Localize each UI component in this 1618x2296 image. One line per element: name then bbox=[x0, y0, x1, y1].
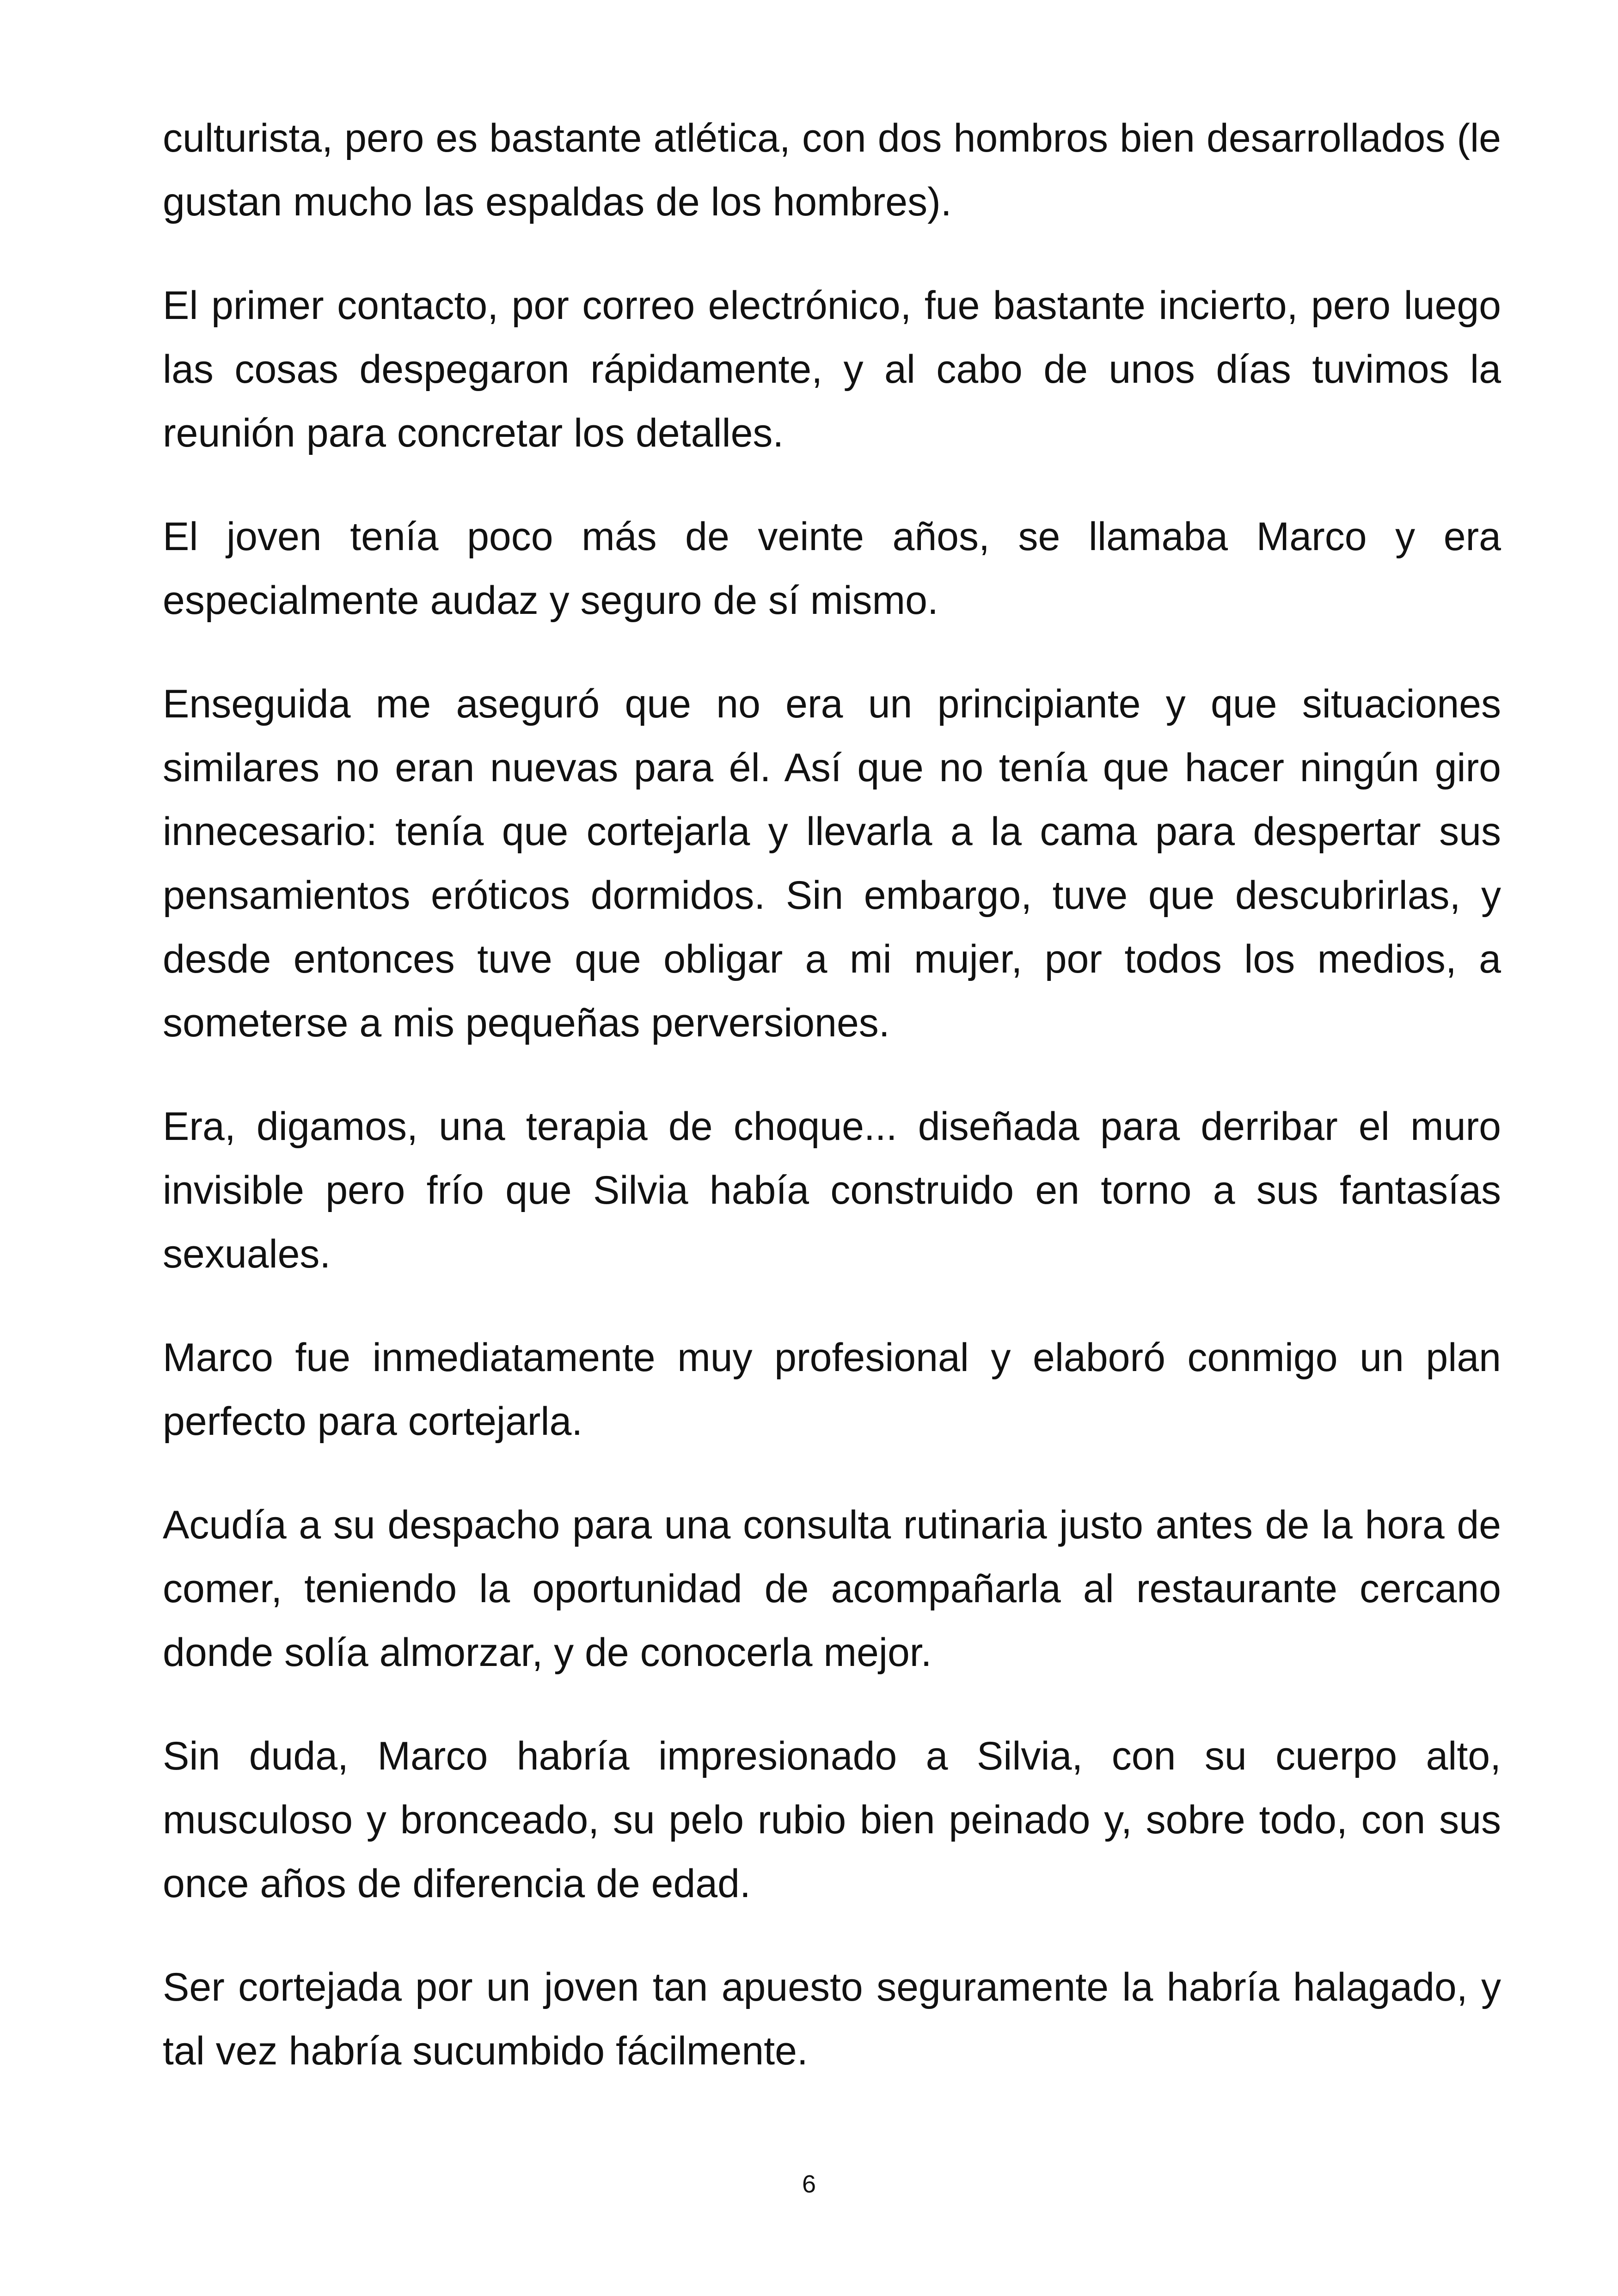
paragraph: Acudía a su despacho para una consulta rutinaria justo antes de la hora de comer, teniendo la oportunidad de acompañarla al restaurante cercano donde solía almorzar, y de conocerla mejor. bbox=[163, 1503, 1501, 1675]
paragraph: El joven tenía poco más de veinte años, se llamaba Marco y era especialmente audaz y seguro de sí mismo. bbox=[163, 514, 1501, 623]
body-text bbox=[163, 106, 1501, 2083]
paragraph: Enseguida me aseguró que no era un principiante y que situaciones similares no eran nuevas para él. Así que no tenía que hacer ningún giro innecesario: tenía que cortejarla y llevarla a la cama para despertar sus pensamientos eróticos dormidos. Sin embargo, tuve que descubrirlas, y desde entonces tuve que obligar a mi mujer, por todos los medios, a someterse a mis pequeñas perversiones. bbox=[163, 682, 1501, 1045]
paragraph: El primer contacto, por correo electrónico, fue bastante incierto, pero luego las cosas despegaron rápidamente, y al cabo de unos días tuvimos la reunión para concretar los detalles. bbox=[163, 283, 1501, 455]
paragraph: Sin duda, Marco habría impresionado a Silvia, con su cuerpo alto, musculoso y bronceado, su pelo rubio bien peinado y, sobre todo, con sus once años de diferencia de edad. bbox=[163, 1734, 1501, 1906]
paragraph: culturista, pero es bastante atlética, con dos hombros bien desarrollados (le gustan mucho las espaldas de los hombres). bbox=[163, 116, 1501, 224]
paragraph: Marco fue inmediatamente muy profesional y elaboró conmigo un plan perfecto para cortejarla. bbox=[163, 1335, 1501, 1444]
page-number: 6 bbox=[802, 2170, 816, 2198]
paragraph: Ser cortejada por un joven tan apuesto seguramente la habría halagado, y tal vez habría sucumbido fácilmente. bbox=[163, 1965, 1501, 2073]
paragraph: Era, digamos, una terapia de choque... diseñada para derribar el muro invisible pero frío que Silvia había construido en torno a sus fantasías sexuales. bbox=[163, 1104, 1501, 1276]
